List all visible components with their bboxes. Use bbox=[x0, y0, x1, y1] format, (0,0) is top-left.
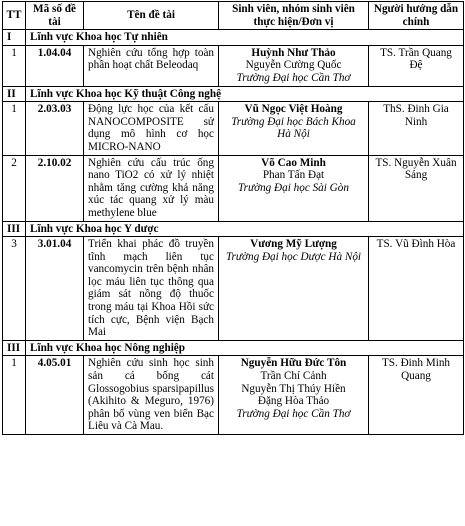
row-number: 1 bbox=[3, 102, 26, 155]
institution: Trường Đại học Cần Thơ bbox=[236, 407, 351, 420]
institution: Trường Đại học Cần Thơ bbox=[236, 71, 351, 84]
section-row bbox=[3, 30, 464, 46]
advisor-name: TS. Vũ Đình Hòa bbox=[369, 237, 464, 341]
table-row bbox=[3, 155, 464, 221]
member-name: Nguyễn Cường Quốc bbox=[245, 59, 342, 72]
section-number: I bbox=[3, 30, 26, 46]
author-cell bbox=[219, 237, 369, 341]
section-title: Lĩnh vực Khoa học Nông nghiệp bbox=[26, 340, 464, 356]
section-row bbox=[3, 340, 464, 356]
section-title: Lĩnh vực Khoa học Kỹ thuật Công nghệ bbox=[26, 86, 464, 102]
lead-author: Vương Mỹ Lượng bbox=[250, 238, 337, 251]
member-name: Đặng Hòa Thảo bbox=[257, 395, 330, 408]
author-cell bbox=[219, 102, 369, 155]
advisor-name: TS. Nguyễn Xuân Sáng bbox=[369, 155, 464, 221]
author-cell bbox=[219, 155, 369, 221]
section-number: III bbox=[3, 221, 26, 237]
awards-table bbox=[2, 1, 464, 435]
author-cell bbox=[219, 356, 369, 435]
topic-title: Nghiên cứu tổng hợp toàn phần hoạt chất Beleodaq bbox=[84, 45, 219, 86]
row-number: 2 bbox=[3, 155, 26, 221]
topic-title: Triển khai phác đồ truyền tĩnh mạch liên tục vancomycin trên bệnh nhân lọc máu liên tục thông qua giám sát nồng độ thuốc trong máu tại Khoa Hồi sức tích cực, Bệnh viện Bạch Mai bbox=[84, 237, 219, 341]
row-number: 1 bbox=[3, 356, 26, 435]
topic-code: 3.01.04 bbox=[26, 237, 84, 341]
lead-author: Huỳnh Như Thảo bbox=[251, 46, 336, 59]
topic-code: 4.05.01 bbox=[26, 356, 84, 435]
institution: Trường Đại học Sài Gòn bbox=[238, 181, 349, 194]
institution: Trường Đại học Bách Khoa Hà Nội bbox=[231, 115, 356, 141]
table-row bbox=[3, 102, 464, 155]
section-number: III bbox=[3, 340, 26, 356]
header-advisor: Người hướng dẫn chính bbox=[369, 2, 464, 30]
topic-code: 2.03.03 bbox=[26, 102, 84, 155]
table-body bbox=[3, 30, 464, 435]
lead-author: Võ Cao Minh bbox=[261, 156, 326, 169]
topic-code: 1.04.04 bbox=[26, 45, 84, 86]
lead-author: Nguyễn Hữu Đức Tôn bbox=[240, 357, 347, 370]
topic-title: Động lực học của kết cấu NANOCOMPOSITE sử dụng mô hình cơ học MICRO-NANO bbox=[84, 102, 219, 155]
header-topic: Tên đề tài bbox=[84, 2, 219, 30]
header-tt: TT bbox=[3, 2, 26, 30]
row-number: 3 bbox=[3, 237, 26, 341]
table-row bbox=[3, 356, 464, 435]
section-title: Lĩnh vực Khoa học Tự nhiên bbox=[26, 30, 464, 46]
table-row bbox=[3, 237, 464, 341]
row-number: 1 bbox=[3, 45, 26, 86]
advisor-name: ThS. Đinh Gia Ninh bbox=[369, 102, 464, 155]
section-row bbox=[3, 86, 464, 102]
member-name: Trần Chí Cảnh bbox=[260, 370, 327, 383]
topic-title: Nghiên cứu cấu trúc ống nano TiO2 có xử lý nhiệt nhằm tăng cường khả năng xúc tác quang xử lý màu methylene blue bbox=[84, 155, 219, 221]
lead-author: Vũ Ngọc Việt Hoàng bbox=[244, 103, 343, 116]
advisor-name: TS. Trần Quang Đệ bbox=[369, 45, 464, 86]
member-name: Phan Tấn Đạt bbox=[262, 169, 325, 182]
advisor-name: TS. Đinh Minh Quang bbox=[369, 356, 464, 435]
topic-title: Nghiên cứu sinh học sinh sản cá bống cát Glossogobius sparsipapillus (Akihito & Meguro, 1976) phân bố vùng ven biển Bạc Liêu và Cà Mau. bbox=[84, 356, 219, 435]
institution: Trường Đại học Dược Hà Nội bbox=[225, 250, 362, 263]
topic-code: 2.10.02 bbox=[26, 155, 84, 221]
table-row bbox=[3, 45, 464, 86]
section-title: Lĩnh vực Khoa học Y dược bbox=[26, 221, 464, 237]
section-number: II bbox=[3, 86, 26, 102]
member-name: Nguyễn Thị Thúy Hiền bbox=[241, 382, 346, 395]
header-row bbox=[3, 2, 464, 30]
header-authors: Sinh viên, nhóm sinh viên thực hiện/Đơn vị bbox=[219, 2, 369, 30]
author-cell bbox=[219, 45, 369, 86]
header-code: Mã số đề tài bbox=[26, 2, 84, 30]
section-row bbox=[3, 221, 464, 237]
